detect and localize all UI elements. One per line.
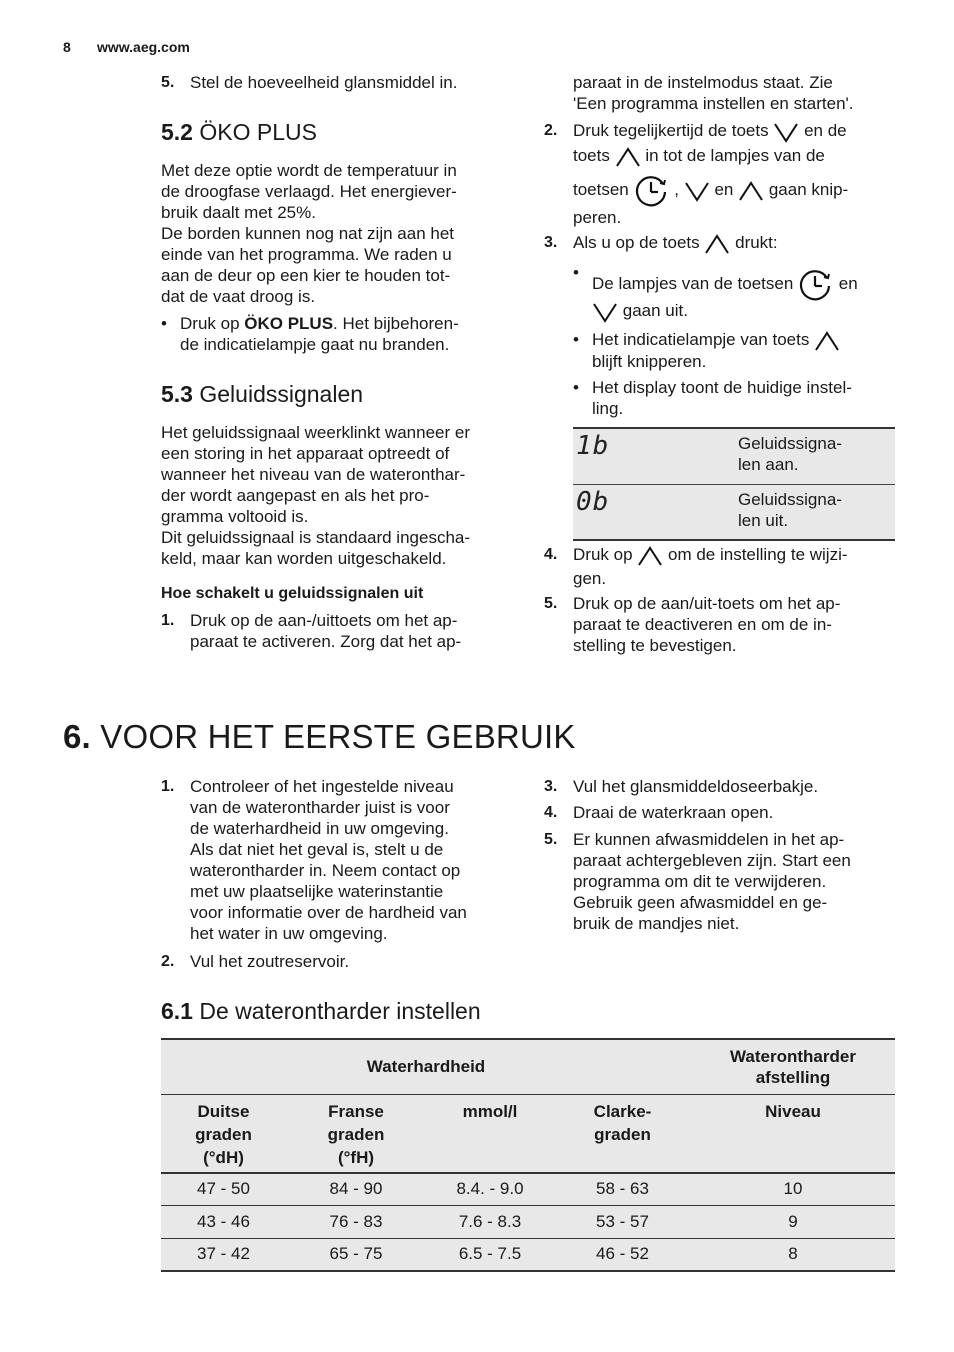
step-line: Gebruik geen afwasmiddel en ge- [573,893,828,912]
step-line: Als u op de toets drukt: [573,232,904,255]
step-line: programma om dit te verwijderen. [573,872,827,891]
bullet-line: ling. [592,399,624,418]
table-row [161,1173,895,1205]
step-line: Controleer of het ingestelde niveau [190,777,454,796]
section-number: 6. [63,718,91,755]
bullet-line: Het display toont de huidige instel- [592,378,852,397]
section-5-3-body [161,422,521,569]
step-line: waterontharder in. Neem contact op [190,861,461,880]
water-hardness-table [161,1038,895,1272]
display-label: Geluidssigna- [738,490,842,509]
site-url: www.aeg.com [97,39,190,55]
step-number: 3. [544,234,558,251]
section-title: De waterontharder instellen [199,998,481,1024]
bullet-oko-plus [161,313,521,355]
step-number: 5. [544,831,558,848]
header-waterhardheid: Waterhardheid [366,1056,486,1076]
step-line: Druk tegelijkertijd de toets en de [573,120,904,145]
step-line: Druk op de aan/uit-toets om het ap- [573,594,841,613]
body-line: De borden kunnen nog nat zijn aan het [161,224,455,243]
body-line: Dit geluidssignaal is standaard ingescha- [161,528,471,547]
s6-step-2 [161,951,521,972]
bullet-line: gaan uit. [592,298,903,322]
step-number: 5. [544,595,558,612]
step-line: Vul het zoutreservoir. [190,952,350,971]
col-header-duitse: Duitse graden (°dH) [195,1101,252,1167]
step-line: 'Een programma instellen en starten'. [573,94,854,113]
table-column-header [161,1094,895,1173]
display-code: 0b [576,487,610,517]
body-line: dat de vaat droog is. [161,287,316,306]
body-line: wanneer het niveau van de wateronthar- [161,465,466,484]
table-cell: 43 - 46 [197,1211,250,1231]
body-line: einde van het programma. We raden u [161,245,452,264]
s6-step-1 [161,776,521,944]
step-2-toetsen [544,120,904,228]
step-line: Er kunnen afwasmiddelen in het ap- [573,830,845,849]
body-line: der wordt aangepast en als het pro- [161,486,430,505]
col-header-clarke: Clarke- graden [593,1101,652,1144]
step-line: bruik de mandjes niet. [573,914,740,933]
step-number: 4. [544,546,558,563]
step-5-bevestigen [544,593,904,656]
body-line: Het geluidssignaal weerklinkt wanneer er [161,423,470,442]
chevron-up-icon [637,545,663,567]
step-line: paraat achtergebleven zijn. Start een [573,851,851,870]
step-line: paraat te deactiveren en om de in- [573,615,832,634]
s6-step-4 [544,802,904,823]
body-line: gramma voltooid is. [161,507,309,526]
bullet-dot: • [573,378,579,397]
section-6-1-heading [161,997,481,1025]
step-line: Als dat niet het geval is, stelt u de [190,840,444,859]
table-cell: 46 - 52 [596,1244,649,1264]
step-line: het water in uw omgeving. [190,924,388,943]
page-number: 8 [63,39,71,55]
step-1-aan-uit [161,610,521,652]
step-line: Draai de waterkraan open. [573,803,774,822]
bullet-lampjes-uit [573,262,903,322]
step-line: stelling te bevestigen. [573,636,737,655]
step-5-glansmiddel [161,72,521,93]
step-line: met uw plaatselijke waterinstantie [190,882,444,901]
chevron-up-icon [615,146,641,168]
display-row [573,485,895,539]
bullet-line: Druk op ÖKO PLUS. Het bijbehoren- [180,314,459,333]
step-line: gen. [573,569,607,588]
chevron-up-icon [738,180,764,202]
table-cell: 9 [788,1211,798,1231]
step-number: 5. [161,74,175,91]
step-1-continuation [573,72,903,114]
chevron-up-icon [814,330,840,352]
step-number: 1. [161,612,175,629]
table-cell: 53 - 57 [596,1211,649,1231]
section-number: 6.1 [161,998,193,1024]
body-line: Met deze optie wordt de temperatuur in [161,161,457,180]
step-line: paraat in de instelmodus staat. Zie [573,73,833,92]
bullet-dot: • [573,263,579,282]
table-cell: 47 - 50 [197,1179,250,1199]
section-title: Geluidssignalen [199,381,364,407]
section-number: 5.2 [161,119,193,145]
col-header-mmol: mmol/l [462,1101,518,1121]
step-text: Stel de hoeveelheid glansmiddel in. [190,73,458,92]
table-group-header [161,1039,895,1094]
body-line: de droogfase verlaagd. Het energiever- [161,182,457,201]
step-line: Vul het glansmiddeldoseerbakje. [573,777,819,796]
table-row [161,1205,895,1238]
display-settings-table [573,427,895,541]
display-label: Geluidssigna- [738,434,842,453]
bullet-line: De lampjes van de toetsen en [592,262,903,298]
display-label: len uit. [738,511,789,530]
header-afstelling: Waterontharder afstelling [730,1046,856,1087]
body-line: keld, maar kan worden uitgeschakeld. [161,549,447,568]
section-5-2-heading [161,118,317,146]
bullet-indicatielampje [573,329,903,372]
step-number: 1. [161,778,175,795]
subheading-geluid-uit: Hoe schakelt u geluidssignalen uit [161,585,424,602]
table-cell: 58 - 63 [596,1179,649,1199]
step-line: Druk op de aan-/uittoets om het ap- [190,611,458,630]
col-header-niveau: Niveau [765,1101,821,1121]
section-5-2-body [161,160,521,307]
step-number: 2. [161,953,175,970]
body-line: aan de deur op een kier te houden tot- [161,266,451,285]
table-cell: 7.6 - 8.3 [458,1211,522,1231]
step-number: 3. [544,778,558,795]
table-cell: 8.4. - 9.0 [456,1179,524,1199]
step-line: Druk op om de instelling te wijzi- [573,544,904,568]
chevron-down-icon [684,180,710,202]
body-line: een storing in het apparaat optreedt of [161,444,450,463]
chevron-down-icon [773,121,799,143]
step-4-wijzigen [544,544,904,589]
chevron-down-icon [592,301,618,323]
bullet-dot: • [161,314,167,333]
s6-step-3 [544,776,904,797]
step-line: van de waterontharder juist is voor [190,798,450,817]
table-cell: 84 - 90 [329,1179,383,1199]
table-cell: 37 - 42 [197,1244,250,1264]
table-cell: 8 [788,1244,798,1264]
chevron-up-icon [704,233,730,255]
step-line: toets in tot de lampjes van de [573,145,904,173]
table-row [161,1238,895,1271]
bullet-line: de indicatielampje gaat nu branden. [180,335,450,354]
s6-step-5 [544,829,904,934]
bullet-line: Het indicatielampje van toets [592,329,903,351]
section-title: ÖKO PLUS [199,119,317,145]
step-line: toetsen , en gaan knip- [573,173,904,207]
display-label: len aan. [738,455,799,474]
step-line: peren. [573,208,622,227]
table-cell: 76 - 83 [329,1211,383,1231]
section-title: VOOR HET EERSTE GEBRUIK [100,718,576,755]
table-cell: 65 - 75 [329,1244,383,1264]
display-code: 1b [576,431,610,461]
display-row [573,429,895,485]
bullet-line: blijft knipperen. [592,352,707,371]
bullet-display [573,377,903,419]
delay-timer-icon [634,174,670,208]
section-5-3-heading [161,380,363,408]
table-cell: 6.5 - 7.5 [458,1244,522,1264]
step-line: voor informatie over de hardheid van [190,903,467,922]
table-cell: 10 [783,1179,803,1199]
step-number: 4. [544,804,558,821]
bullet-dot: • [573,330,579,349]
step-line: paraat te activeren. Zorg dat het ap- [190,632,462,651]
step-number: 2. [544,122,558,139]
delay-timer-icon [798,268,834,302]
section-6-heading [63,717,576,757]
body-line: bruik daalt met 25%. [161,203,316,222]
step-line: de waterhardheid in uw omgeving. [190,819,449,838]
section-number: 5.3 [161,381,193,407]
step-3-drukt [544,232,904,255]
col-header-franse: Franse graden (°fH) [327,1101,385,1167]
